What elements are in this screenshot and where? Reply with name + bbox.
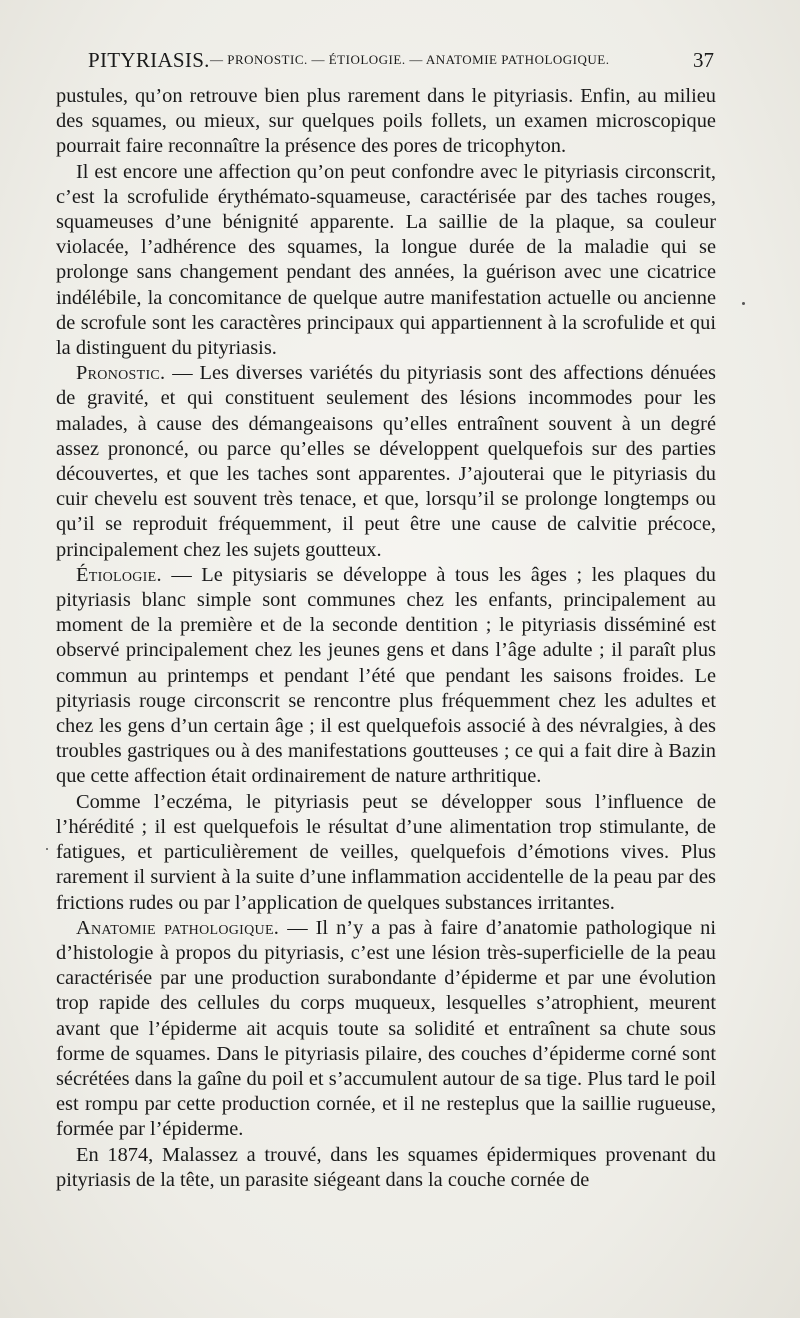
running-head-subtitle: — PRONOSTIC. — ÉTIOLOGIE. — ANATOMIE PATHOLOGIQUE. bbox=[210, 52, 610, 67]
paragraph-text: En 1874, Malassez a trouvé, dans les squames épidermiques provenant du pityriasis de la tête, un parasite siégeant dans la couche cornée de bbox=[56, 1143, 716, 1191]
paragraph-scrofulide bbox=[56, 160, 716, 362]
running-head-title: PITYRIASIS. bbox=[88, 48, 210, 72]
paragraph-text: Comme l’eczéma, le pityriasis peut se développer sous l’influence de l’hérédité ; il est quelquefois le résultat d’une alimentation trop stimulante, de fatigues, et particulièrement de veilles, quelquefois d’émotions vives. Plus rarement il survient à la suite d’une inflammation accidentelle de la peau par des frictions rudes ou par l’application de quelques substances irritantes. bbox=[56, 790, 716, 914]
paragraph-text: — Le pitysiaris se développe à tous les âges ; les plaques du pityriasis blanc simple sont communes chez les enfants, principalement au moment de la première et de la seconde dentition ; le pityriasis disséminé est observé principalement chez les jeunes gens et dans l’âge adulte ; il paraît plus commun au printemps et pendant l’été que pendant les saisons froides. Le pityriasis rouge circonscrit se rencontre plus fréquemment chez les adultes et chez les gens d’un certain âge ; il est quelquefois associé à des névralgies, à des troubles gastriques ou à des manifestations goutteuses ; ce qui a fait dire à Bazin que cette affection était ordinairement de nature arthritique. bbox=[56, 563, 716, 788]
running-head bbox=[88, 48, 714, 76]
paragraph-text: Il est encore une affection qu’on peut confondre avec le pityriasis circonscrit, c’est la scrofulide érythémato-squameuse, caractérisée par des taches rouges, squameuses d’une bénignité apparente. La saillie de la plaque, sa couleur violacée, l’adhérence des squames, la longue durée de la maladie qui se prolonge sans changement pendant des années, la guérison avec une cicatrice indélébile, la concomitance de quelque autre manifestation actuelle ou ancienne de scrofule sont les caractères principaux qui appartiennent à la scrofulide et qui la distinguent du pityriasis. bbox=[56, 160, 716, 360]
body-text bbox=[56, 84, 716, 1193]
paragraph-text: pustules, qu’on retrouve bien plus rarement dans le pityriasis. Enfin, au milieu des squames, ou mieux, sur quelques poils follets, un examen microscopique pourrait faire reconnaître la présence des pores de tricophyton. bbox=[56, 85, 716, 158]
paragraph-malassez bbox=[56, 1143, 716, 1193]
paragraph-text: — Il n’y a pas à faire d’anatomie pathologique ni d’histologie à propos du pityriasis, c’est une lésion très-superficielle de la peau caractérisée par une production surabondante d’épiderme et par une évolution trop rapide des cellules du corps muqueux, lesquelles s’atrophient, meurent avant que l’épiderme ait acquis toute sa solidité et entraînent sa chute sous forme de squames. Dans le pityriasis pilaire, des couches d’épiderme corné sont sécrétées dans la gaîne du poil et s’accumulent autour de sa tige. Plus tard le poil est rompu par cette production cornée, et il ne resteplus que la saillie rugueuse, formée par l’épiderme. bbox=[56, 916, 716, 1141]
page-number: 37 bbox=[693, 48, 714, 72]
paper-speck bbox=[742, 302, 745, 305]
section-etiologie bbox=[56, 563, 716, 790]
paragraph-text: — Les diverses variétés du pityriasis sont des affections dénuées de gravité, et qui constituent seulement des lésions incommodes pour les malades, à cause des démangeaisons qu’elles entraînent souvent à un degré assez prononcé, ou parce qu’elles se développent quelquefois sur des parties découvertes, et que les taches sont apparentes. J’ajouterai que le pityriasis du cuir chevelu est souvent très tenace, et que, lorsqu’il se prolonge longtemps ou qu’il se reproduit fréquemment, il peut être une cause de calvitie précoce, principalement chez les sujets goutteux. bbox=[56, 362, 716, 561]
paragraph-continuation bbox=[56, 84, 716, 160]
section-anatomie-pathologique bbox=[56, 916, 716, 1143]
paper-speck bbox=[46, 848, 48, 850]
section-heading-pronostic: Pronostic. bbox=[76, 362, 166, 385]
section-heading-anatomie: Anatomie pathologique. bbox=[76, 916, 280, 939]
section-heading-etiologie: Étiologie. bbox=[76, 563, 162, 586]
paragraph-eczema bbox=[56, 790, 716, 916]
section-pronostic bbox=[56, 361, 716, 563]
